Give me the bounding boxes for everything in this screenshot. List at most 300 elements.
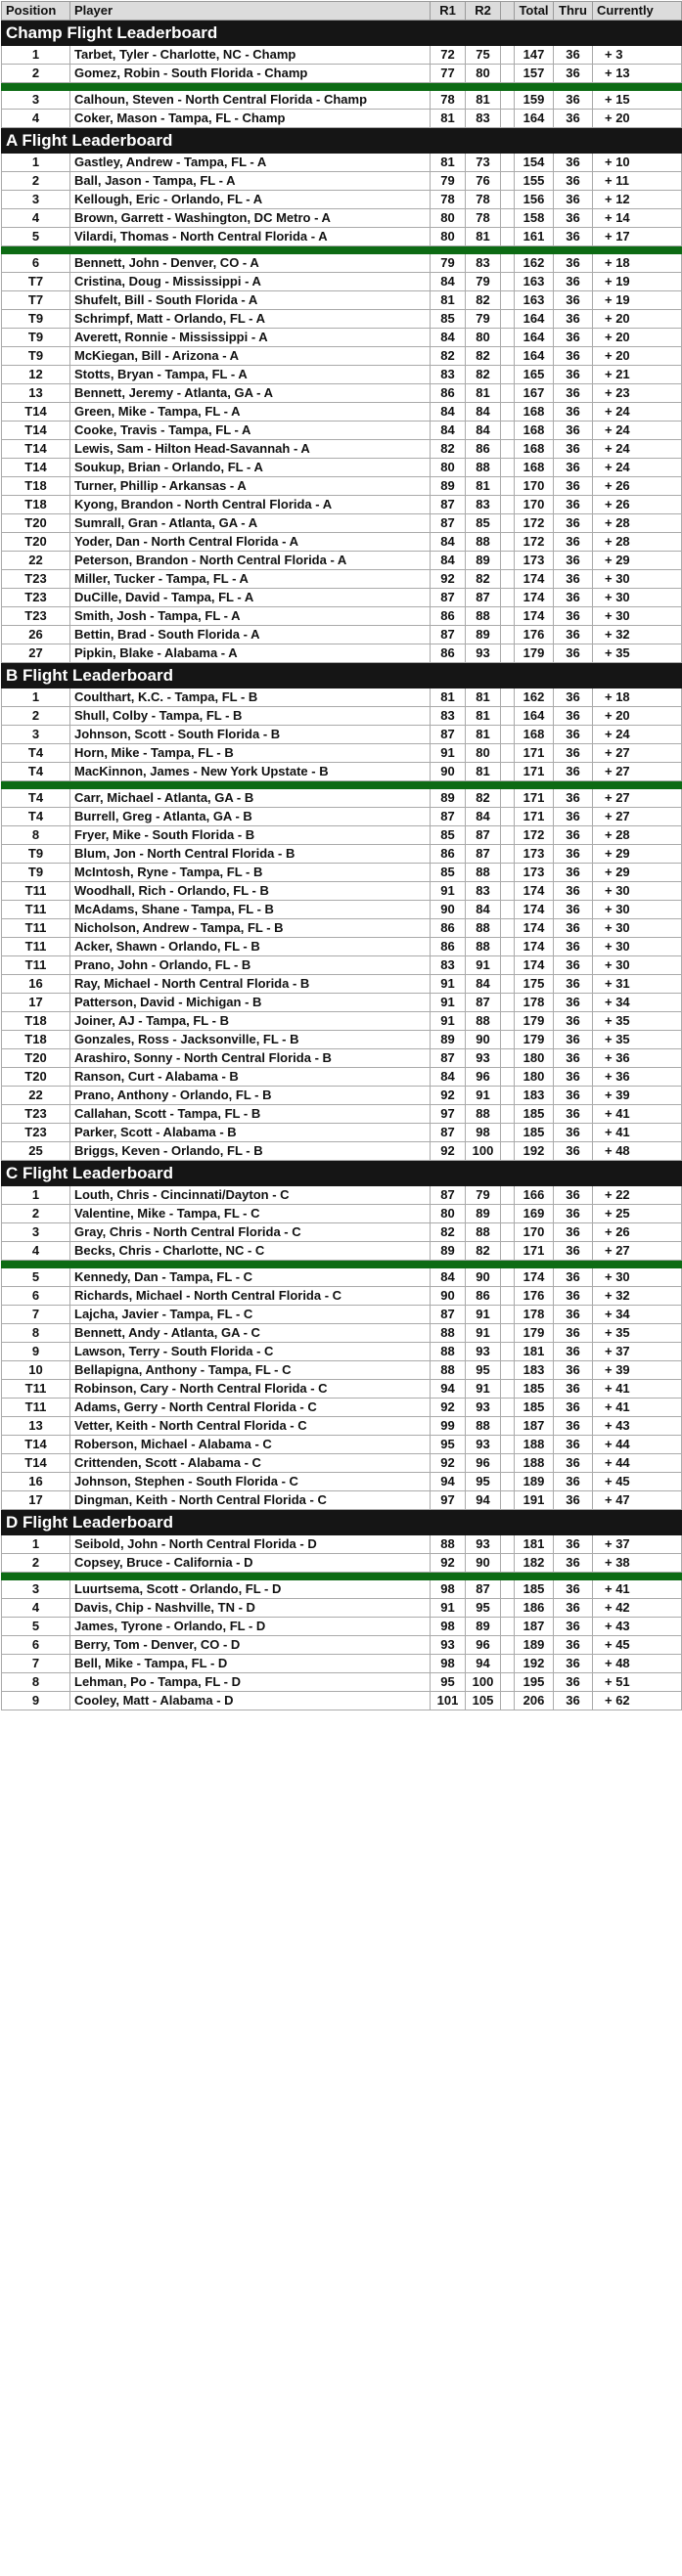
total-cell: 171	[515, 1242, 554, 1261]
position-cell: 26	[2, 626, 70, 644]
player-cell[interactable]: Sumrall, Gran - Atlanta, GA - A	[70, 514, 431, 533]
player-cell[interactable]: Davis, Chip - Nashville, TN - D	[70, 1599, 431, 1618]
blank-cell	[501, 1535, 515, 1554]
r2-cell: 90	[466, 1268, 501, 1287]
total-cell: 147	[515, 46, 554, 65]
player-cell[interactable]: Luurtsema, Scott - Orlando, FL - D	[70, 1580, 431, 1599]
position-cell: 4	[2, 1599, 70, 1618]
currently-cell: + 48	[593, 1142, 682, 1161]
player-cell[interactable]: Calhoun, Steven - North Central Florida - Champ	[70, 91, 431, 110]
thru-cell: 36	[554, 65, 593, 83]
blank-cell	[501, 347, 515, 366]
r1-cell: 92	[431, 1554, 466, 1573]
table-row	[2, 514, 682, 533]
table-row	[2, 956, 682, 975]
table-row	[2, 228, 682, 246]
player-cell[interactable]: McKiegan, Bill - Arizona - A	[70, 347, 431, 366]
table-row	[2, 1012, 682, 1031]
player-cell[interactable]: DuCille, David - Tampa, FL - A	[70, 589, 431, 607]
currently-cell: + 44	[593, 1454, 682, 1473]
player-cell[interactable]: Fryer, Mike - South Florida - B	[70, 826, 431, 845]
total-cell: 161	[515, 228, 554, 246]
r2-cell: 84	[466, 808, 501, 826]
table-row	[2, 110, 682, 128]
blank-cell	[501, 1142, 515, 1161]
blank-cell	[501, 826, 515, 845]
currently-cell: + 20	[593, 329, 682, 347]
flight-header	[2, 21, 682, 46]
position-cell: 7	[2, 1655, 70, 1673]
player-cell[interactable]: Johnson, Stephen - South Florida - C	[70, 1473, 431, 1491]
thru-cell: 36	[554, 459, 593, 477]
total-cell: 174	[515, 956, 554, 975]
position-cell: T11	[2, 919, 70, 938]
position-cell: 13	[2, 1417, 70, 1436]
player-cell[interactable]: Seibold, John - North Central Florida - D	[70, 1535, 431, 1554]
currently-cell: + 36	[593, 1068, 682, 1087]
currently-cell: + 25	[593, 1205, 682, 1223]
position-cell: 16	[2, 1473, 70, 1491]
player-cell[interactable]: Crittenden, Scott - Alabama - C	[70, 1454, 431, 1473]
total-cell: 164	[515, 347, 554, 366]
player-cell[interactable]: Dingman, Keith - North Central Florida - C	[70, 1491, 431, 1510]
player-cell[interactable]: Johnson, Scott - South Florida - B	[70, 726, 431, 744]
currently-cell: + 34	[593, 1306, 682, 1324]
player-cell[interactable]: Acker, Shawn - Orlando, FL - B	[70, 938, 431, 956]
r2-cell: 83	[466, 496, 501, 514]
r2-cell: 84	[466, 975, 501, 994]
total-cell: 158	[515, 209, 554, 228]
r2-cell: 96	[466, 1068, 501, 1087]
total-cell: 159	[515, 91, 554, 110]
position-cell: 3	[2, 1580, 70, 1599]
thru-cell: 36	[554, 1142, 593, 1161]
player-cell[interactable]: Bettin, Brad - South Florida - A	[70, 626, 431, 644]
r1-cell: 88	[431, 1343, 466, 1361]
r1-cell: 87	[431, 1186, 466, 1205]
currently-cell: + 32	[593, 626, 682, 644]
total-cell: 170	[515, 1223, 554, 1242]
currently-cell: + 14	[593, 209, 682, 228]
r1-cell: 94	[431, 1380, 466, 1399]
position-cell: 2	[2, 1205, 70, 1223]
thru-cell: 36	[554, 1242, 593, 1261]
player-cell[interactable]: Shull, Colby - Tampa, FL - B	[70, 707, 431, 726]
player-cell[interactable]: Arashiro, Sonny - North Central Florida - B	[70, 1049, 431, 1068]
total-cell: 176	[515, 626, 554, 644]
player-cell[interactable]: Soukup, Brian - Orlando, FL - A	[70, 459, 431, 477]
table-row	[2, 789, 682, 808]
player-cell[interactable]: Miller, Tucker - Tampa, FL - A	[70, 570, 431, 589]
position-cell: 3	[2, 1223, 70, 1242]
player-cell[interactable]: Green, Mike - Tampa, FL - A	[70, 403, 431, 422]
table-row	[2, 329, 682, 347]
table-row	[2, 310, 682, 329]
position-cell: T9	[2, 310, 70, 329]
player-cell[interactable]: Callahan, Scott - Tampa, FL - B	[70, 1105, 431, 1124]
r1-cell: 91	[431, 1012, 466, 1031]
player-cell[interactable]: Carr, Michael - Atlanta, GA - B	[70, 789, 431, 808]
total-cell: 163	[515, 291, 554, 310]
currently-cell: + 43	[593, 1417, 682, 1436]
col-header-total[interactable]: Total	[515, 2, 554, 21]
player-cell[interactable]: Copsey, Bruce - California - D	[70, 1554, 431, 1573]
r2-cell: 87	[466, 845, 501, 864]
flight-title: D Flight Leaderboard	[2, 1510, 682, 1535]
table-row	[2, 384, 682, 403]
total-cell: 186	[515, 1599, 554, 1618]
currently-cell: + 17	[593, 228, 682, 246]
table-row	[2, 1491, 682, 1510]
position-cell: 1	[2, 1186, 70, 1205]
player-cell[interactable]: Joiner, AJ - Tampa, FL - B	[70, 1012, 431, 1031]
player-cell[interactable]: Burrell, Greg - Atlanta, GA - B	[70, 808, 431, 826]
blank-cell	[501, 1205, 515, 1223]
player-cell[interactable]: Patterson, David - Michigan - B	[70, 994, 431, 1012]
thru-cell: 36	[554, 191, 593, 209]
total-cell: 174	[515, 901, 554, 919]
r1-cell: 81	[431, 688, 466, 707]
player-cell[interactable]: Gonzales, Ross - Jacksonville, FL - B	[70, 1031, 431, 1049]
total-cell: 181	[515, 1535, 554, 1554]
player-cell[interactable]: Valentine, Mike - Tampa, FL - C	[70, 1205, 431, 1223]
currently-cell: + 47	[593, 1491, 682, 1510]
player-cell[interactable]: Kennedy, Dan - Tampa, FL - C	[70, 1268, 431, 1287]
currently-cell: + 30	[593, 956, 682, 975]
player-cell[interactable]: Robinson, Cary - North Central Florida - C	[70, 1380, 431, 1399]
player-cell[interactable]: Ball, Jason - Tampa, FL - A	[70, 172, 431, 191]
table-row	[2, 938, 682, 956]
player-cell[interactable]: Vetter, Keith - North Central Florida - C	[70, 1417, 431, 1436]
player-cell[interactable]: Prano, John - Orlando, FL - B	[70, 956, 431, 975]
thru-cell: 36	[554, 864, 593, 882]
position-cell: 5	[2, 228, 70, 246]
table-row	[2, 46, 682, 65]
r1-cell: 90	[431, 763, 466, 781]
player-cell[interactable]: Kyong, Brandon - North Central Florida - A	[70, 496, 431, 514]
leaderboard	[1, 1, 681, 1710]
r2-cell: 91	[466, 1087, 501, 1105]
player-cell[interactable]: Schrimpf, Matt - Orlando, FL - A	[70, 310, 431, 329]
r2-cell: 100	[466, 1142, 501, 1161]
blank-cell	[501, 1673, 515, 1692]
r2-cell: 89	[466, 626, 501, 644]
blank-cell	[501, 570, 515, 589]
player-cell[interactable]: Gastley, Andrew - Tampa, FL - A	[70, 154, 431, 172]
r1-cell: 84	[431, 422, 466, 440]
r1-cell: 86	[431, 384, 466, 403]
r2-cell: 80	[466, 65, 501, 83]
col-header-r1[interactable]: R1	[431, 2, 466, 21]
total-cell: 171	[515, 763, 554, 781]
thru-cell: 36	[554, 1535, 593, 1554]
table-row	[2, 1473, 682, 1491]
position-cell: T11	[2, 956, 70, 975]
r1-cell: 91	[431, 994, 466, 1012]
player-cell[interactable]: Vilardi, Thomas - North Central Florida - A	[70, 228, 431, 246]
player-cell[interactable]: Briggs, Keven - Orlando, FL - B	[70, 1142, 431, 1161]
blank-cell	[501, 440, 515, 459]
col-header-thru[interactable]: Thru	[554, 2, 593, 21]
r1-cell: 89	[431, 1031, 466, 1049]
r2-cell: 82	[466, 1242, 501, 1261]
r2-cell: 91	[466, 1380, 501, 1399]
blank-cell	[501, 763, 515, 781]
r2-cell: 79	[466, 273, 501, 291]
blank-cell	[501, 956, 515, 975]
player-cell[interactable]: Cooke, Travis - Tampa, FL - A	[70, 422, 431, 440]
currently-cell: + 30	[593, 1268, 682, 1287]
player-cell[interactable]: Lewis, Sam - Hilton Head-Savannah - A	[70, 440, 431, 459]
r2-cell: 87	[466, 994, 501, 1012]
table-row	[2, 1599, 682, 1618]
r2-cell: 82	[466, 789, 501, 808]
player-cell[interactable]: Woodhall, Rich - Orlando, FL - B	[70, 882, 431, 901]
position-cell: T11	[2, 938, 70, 956]
thru-cell: 36	[554, 1205, 593, 1223]
player-cell[interactable]: Averett, Ronnie - Mississippi - A	[70, 329, 431, 347]
blank-cell	[501, 919, 515, 938]
r2-cell: 88	[466, 919, 501, 938]
player-cell[interactable]: McIntosh, Ryne - Tampa, FL - B	[70, 864, 431, 882]
blank-cell	[501, 1417, 515, 1436]
total-cell: 174	[515, 1268, 554, 1287]
total-cell: 178	[515, 1306, 554, 1324]
player-cell[interactable]: Richards, Michael - North Central Florida - C	[70, 1287, 431, 1306]
player-cell[interactable]: Kellough, Eric - Orlando, FL - A	[70, 191, 431, 209]
currently-cell: + 39	[593, 1087, 682, 1105]
thru-cell: 36	[554, 1417, 593, 1436]
player-cell[interactable]: Adams, Gerry - North Central Florida - C	[70, 1399, 431, 1417]
table-row	[2, 1186, 682, 1205]
blank-cell	[501, 688, 515, 707]
table-row	[2, 1031, 682, 1049]
table-row	[2, 644, 682, 663]
player-cell[interactable]: McAdams, Shane - Tampa, FL - B	[70, 901, 431, 919]
currently-cell: + 30	[593, 607, 682, 626]
r2-cell: 91	[466, 1324, 501, 1343]
player-cell[interactable]: MacKinnon, James - New York Upstate - B	[70, 763, 431, 781]
cut-line-bar	[2, 1261, 682, 1268]
table-row	[2, 1655, 682, 1673]
blank-cell	[501, 1491, 515, 1510]
player-cell[interactable]: Nicholson, Andrew - Tampa, FL - B	[70, 919, 431, 938]
r1-cell: 97	[431, 1491, 466, 1510]
currently-cell: + 28	[593, 514, 682, 533]
player-cell[interactable]: Gomez, Robin - South Florida - Champ	[70, 65, 431, 83]
player-cell[interactable]: Cooley, Matt - Alabama - D	[70, 1692, 431, 1710]
thru-cell: 36	[554, 366, 593, 384]
player-cell[interactable]: Stotts, Bryan - Tampa, FL - A	[70, 366, 431, 384]
blank-cell	[501, 46, 515, 65]
col-header-currently[interactable]: Currently	[593, 2, 682, 21]
player-cell[interactable]: Berry, Tom - Denver, CO - D	[70, 1636, 431, 1655]
thru-cell: 36	[554, 422, 593, 440]
player-cell[interactable]: Ray, Michael - North Central Florida - B	[70, 975, 431, 994]
total-cell: 180	[515, 1049, 554, 1068]
player-cell[interactable]: Becks, Chris - Charlotte, NC - C	[70, 1242, 431, 1261]
total-cell: 171	[515, 808, 554, 826]
player-cell[interactable]: Horn, Mike - Tampa, FL - B	[70, 744, 431, 763]
r2-cell: 81	[466, 763, 501, 781]
thru-cell: 36	[554, 1012, 593, 1031]
player-cell[interactable]: Shufelt, Bill - South Florida - A	[70, 291, 431, 310]
player-cell[interactable]: Lajcha, Javier - Tampa, FL - C	[70, 1306, 431, 1324]
blank-cell	[501, 1068, 515, 1087]
total-cell: 189	[515, 1473, 554, 1491]
player-cell[interactable]: James, Tyrone - Orlando, FL - D	[70, 1618, 431, 1636]
player-cell[interactable]: Pipkin, Blake - Alabama - A	[70, 644, 431, 663]
blank-cell	[501, 291, 515, 310]
total-cell: 187	[515, 1417, 554, 1436]
table-row	[2, 1124, 682, 1142]
r2-cell: 93	[466, 1535, 501, 1554]
thru-cell: 36	[554, 254, 593, 273]
player-cell[interactable]: Coulthart, K.C. - Tampa, FL - B	[70, 688, 431, 707]
player-cell[interactable]: Gray, Chris - North Central Florida - C	[70, 1223, 431, 1242]
player-cell[interactable]: Roberson, Michael - Alabama - C	[70, 1436, 431, 1454]
r1-cell: 82	[431, 1223, 466, 1242]
col-header-position[interactable]: Position	[2, 2, 70, 21]
total-cell: 206	[515, 1692, 554, 1710]
blank-cell	[501, 1186, 515, 1205]
player-cell[interactable]: Ranson, Curt - Alabama - B	[70, 1068, 431, 1087]
currently-cell: + 32	[593, 1287, 682, 1306]
player-cell[interactable]: Prano, Anthony - Orlando, FL - B	[70, 1087, 431, 1105]
blank-cell	[501, 707, 515, 726]
player-cell[interactable]: Smith, Josh - Tampa, FL - A	[70, 607, 431, 626]
thru-cell: 36	[554, 1268, 593, 1287]
player-cell[interactable]: Yoder, Dan - North Central Florida - A	[70, 533, 431, 552]
blank-cell	[501, 1692, 515, 1710]
blank-cell	[501, 1399, 515, 1417]
player-cell[interactable]: Turner, Phillip - Arkansas - A	[70, 477, 431, 496]
currently-cell: + 12	[593, 191, 682, 209]
total-cell: 167	[515, 384, 554, 403]
table-row	[2, 1361, 682, 1380]
position-cell: T20	[2, 1068, 70, 1087]
thru-cell: 36	[554, 1186, 593, 1205]
player-cell[interactable]: Lawson, Terry - South Florida - C	[70, 1343, 431, 1361]
table-row	[2, 273, 682, 291]
thru-cell: 36	[554, 209, 593, 228]
table-row	[2, 1205, 682, 1223]
position-cell: 5	[2, 1268, 70, 1287]
player-cell[interactable]: Brown, Garrett - Washington, DC Metro - A	[70, 209, 431, 228]
player-cell[interactable]: Parker, Scott - Alabama - B	[70, 1124, 431, 1142]
player-cell[interactable]: Cristina, Doug - Mississippi - A	[70, 273, 431, 291]
currently-cell: + 30	[593, 570, 682, 589]
thru-cell: 36	[554, 1306, 593, 1324]
thru-cell: 36	[554, 763, 593, 781]
r2-cell: 88	[466, 533, 501, 552]
total-cell: 173	[515, 552, 554, 570]
total-cell: 192	[515, 1142, 554, 1161]
r2-cell: 95	[466, 1599, 501, 1618]
r1-cell: 92	[431, 1087, 466, 1105]
player-cell[interactable]: Bennett, John - Denver, CO - A	[70, 254, 431, 273]
player-cell[interactable]: Bell, Mike - Tampa, FL - D	[70, 1655, 431, 1673]
currently-cell: + 35	[593, 1012, 682, 1031]
position-cell: 10	[2, 1361, 70, 1380]
currently-cell: + 10	[593, 154, 682, 172]
thru-cell: 36	[554, 1692, 593, 1710]
position-cell: 2	[2, 172, 70, 191]
col-header-player[interactable]: Player	[70, 2, 431, 21]
position-cell: 7	[2, 1306, 70, 1324]
r1-cell: 87	[431, 1049, 466, 1068]
r1-cell: 84	[431, 329, 466, 347]
r1-cell: 80	[431, 459, 466, 477]
player-cell[interactable]: Bellapigna, Anthony - Tampa, FL - C	[70, 1361, 431, 1380]
thru-cell: 36	[554, 329, 593, 347]
blank-cell	[501, 191, 515, 209]
currently-cell: + 30	[593, 882, 682, 901]
thru-cell: 36	[554, 1105, 593, 1124]
player-cell[interactable]: Lehman, Po - Tampa, FL - D	[70, 1673, 431, 1692]
blank-cell	[501, 366, 515, 384]
total-cell: 164	[515, 707, 554, 726]
table-row	[2, 477, 682, 496]
position-cell: T9	[2, 864, 70, 882]
r2-cell: 87	[466, 1580, 501, 1599]
player-cell[interactable]: Coker, Mason - Tampa, FL - Champ	[70, 110, 431, 128]
currently-cell: + 41	[593, 1380, 682, 1399]
currently-cell: + 29	[593, 864, 682, 882]
table-row	[2, 1324, 682, 1343]
player-cell[interactable]: Tarbet, Tyler - Charlotte, NC - Champ	[70, 46, 431, 65]
player-cell[interactable]: Louth, Chris - Cincinnati/Dayton - C	[70, 1186, 431, 1205]
total-cell: 188	[515, 1454, 554, 1473]
position-cell: 4	[2, 1242, 70, 1261]
total-cell: 185	[515, 1580, 554, 1599]
position-cell: T4	[2, 789, 70, 808]
r1-cell: 95	[431, 1673, 466, 1692]
r1-cell: 98	[431, 1580, 466, 1599]
total-cell: 188	[515, 1436, 554, 1454]
player-cell[interactable]: Bennett, Jeremy - Atlanta, GA - A	[70, 384, 431, 403]
position-cell: 2	[2, 65, 70, 83]
cut-line	[2, 83, 682, 91]
r2-cell: 86	[466, 440, 501, 459]
thru-cell: 36	[554, 707, 593, 726]
table-row	[2, 994, 682, 1012]
position-cell: 9	[2, 1692, 70, 1710]
player-cell[interactable]: Blum, Jon - North Central Florida - B	[70, 845, 431, 864]
table-row	[2, 707, 682, 726]
flight-title: A Flight Leaderboard	[2, 128, 682, 154]
total-cell: 170	[515, 477, 554, 496]
table-row	[2, 1268, 682, 1287]
blank-cell	[501, 1242, 515, 1261]
col-header-r2[interactable]: R2	[466, 2, 501, 21]
total-cell: 191	[515, 1491, 554, 1510]
blank-cell	[501, 1580, 515, 1599]
player-cell[interactable]: Peterson, Brandon - North Central Florida - A	[70, 552, 431, 570]
player-cell[interactable]: Bennett, Andy - Atlanta, GA - C	[70, 1324, 431, 1343]
position-cell: 8	[2, 1673, 70, 1692]
thru-cell: 36	[554, 607, 593, 626]
currently-cell: + 21	[593, 366, 682, 384]
currently-cell: + 27	[593, 808, 682, 826]
currently-cell: + 35	[593, 1031, 682, 1049]
currently-cell: + 37	[593, 1343, 682, 1361]
r2-cell: 81	[466, 707, 501, 726]
currently-cell: + 41	[593, 1124, 682, 1142]
currently-cell: + 27	[593, 789, 682, 808]
r2-cell: 83	[466, 882, 501, 901]
r1-cell: 84	[431, 403, 466, 422]
